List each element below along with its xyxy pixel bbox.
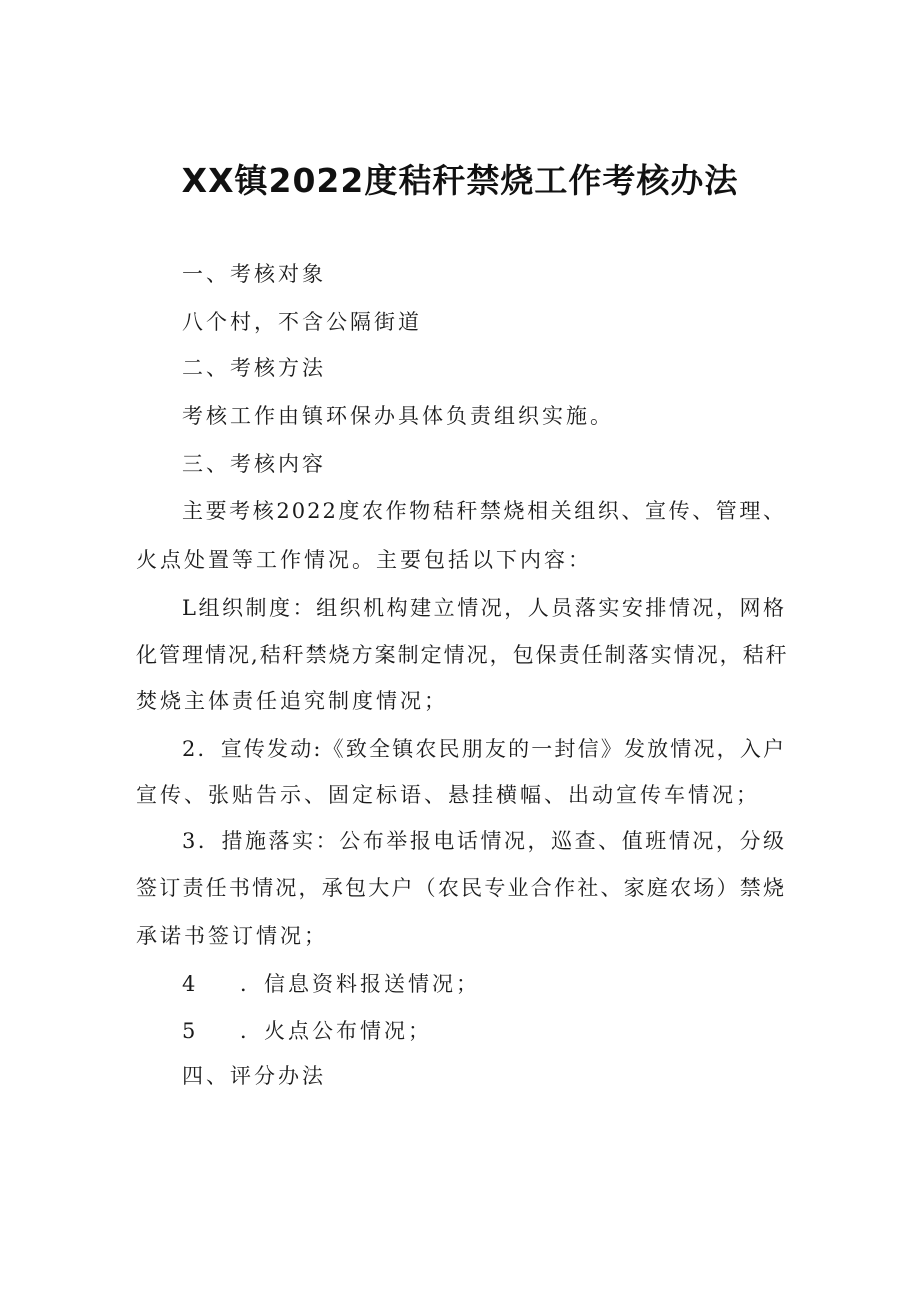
item-4-line xyxy=(182,969,480,999)
section-1-text: 八个村，不含公隔街道 xyxy=(182,310,422,334)
section-2-text: 考核工作由镇环保办具体负责组织实施。 xyxy=(182,404,614,428)
section-3-paragraph-line: 火点处置等工作情况。主要包括以下内容： xyxy=(136,548,592,572)
item-3-line: 3．措施落实：公布举报电话情况，巡查、值班情况，分级 xyxy=(182,829,786,853)
section-4-heading: 四、评分办法 xyxy=(182,1064,326,1088)
item-2-line: 宣传、张贴告示、固定标语、悬挂横幅、出动宣传车情况； xyxy=(136,783,760,807)
item-1-line: 焚烧主体责任追究制度情况； xyxy=(136,689,448,713)
section-1-heading: 一、考核对象 xyxy=(182,262,326,286)
item-4-number: 4 xyxy=(182,972,199,996)
item-3-line: 签订责任书情况，承包大户（农民专业合作社、家庭农场）禁烧 xyxy=(136,876,786,900)
item-3-line: 承诺书签订情况； xyxy=(136,924,328,948)
item-4-text: ．信息资料报送情况； xyxy=(240,972,480,996)
item-5-line xyxy=(182,1016,432,1046)
item-5-text: ．火点公布情况； xyxy=(240,1019,432,1043)
item-1-line: L组织制度：组织机构建立情况，人员落实安排情况，网格 xyxy=(182,596,786,620)
document-title: XX镇2022度秸秆禁烧工作考核办法 xyxy=(181,161,739,200)
section-3-heading: 三、考核内容 xyxy=(182,452,326,476)
item-1-line: 化管理情况,秸秆禁烧方案制定情况，包保责任制落实情况，秸秆 xyxy=(136,643,789,667)
section-3-paragraph-line: 主要考核2022度农作物秸秆禁烧相关组织、宣传、管理、 xyxy=(182,499,786,523)
section-2-heading: 二、考核方法 xyxy=(182,356,326,380)
item-2-line: 2．宣传发动:《致全镇农民朋友的一封信》发放情况，入户 xyxy=(182,737,786,761)
item-5-number: 5 xyxy=(182,1019,199,1043)
